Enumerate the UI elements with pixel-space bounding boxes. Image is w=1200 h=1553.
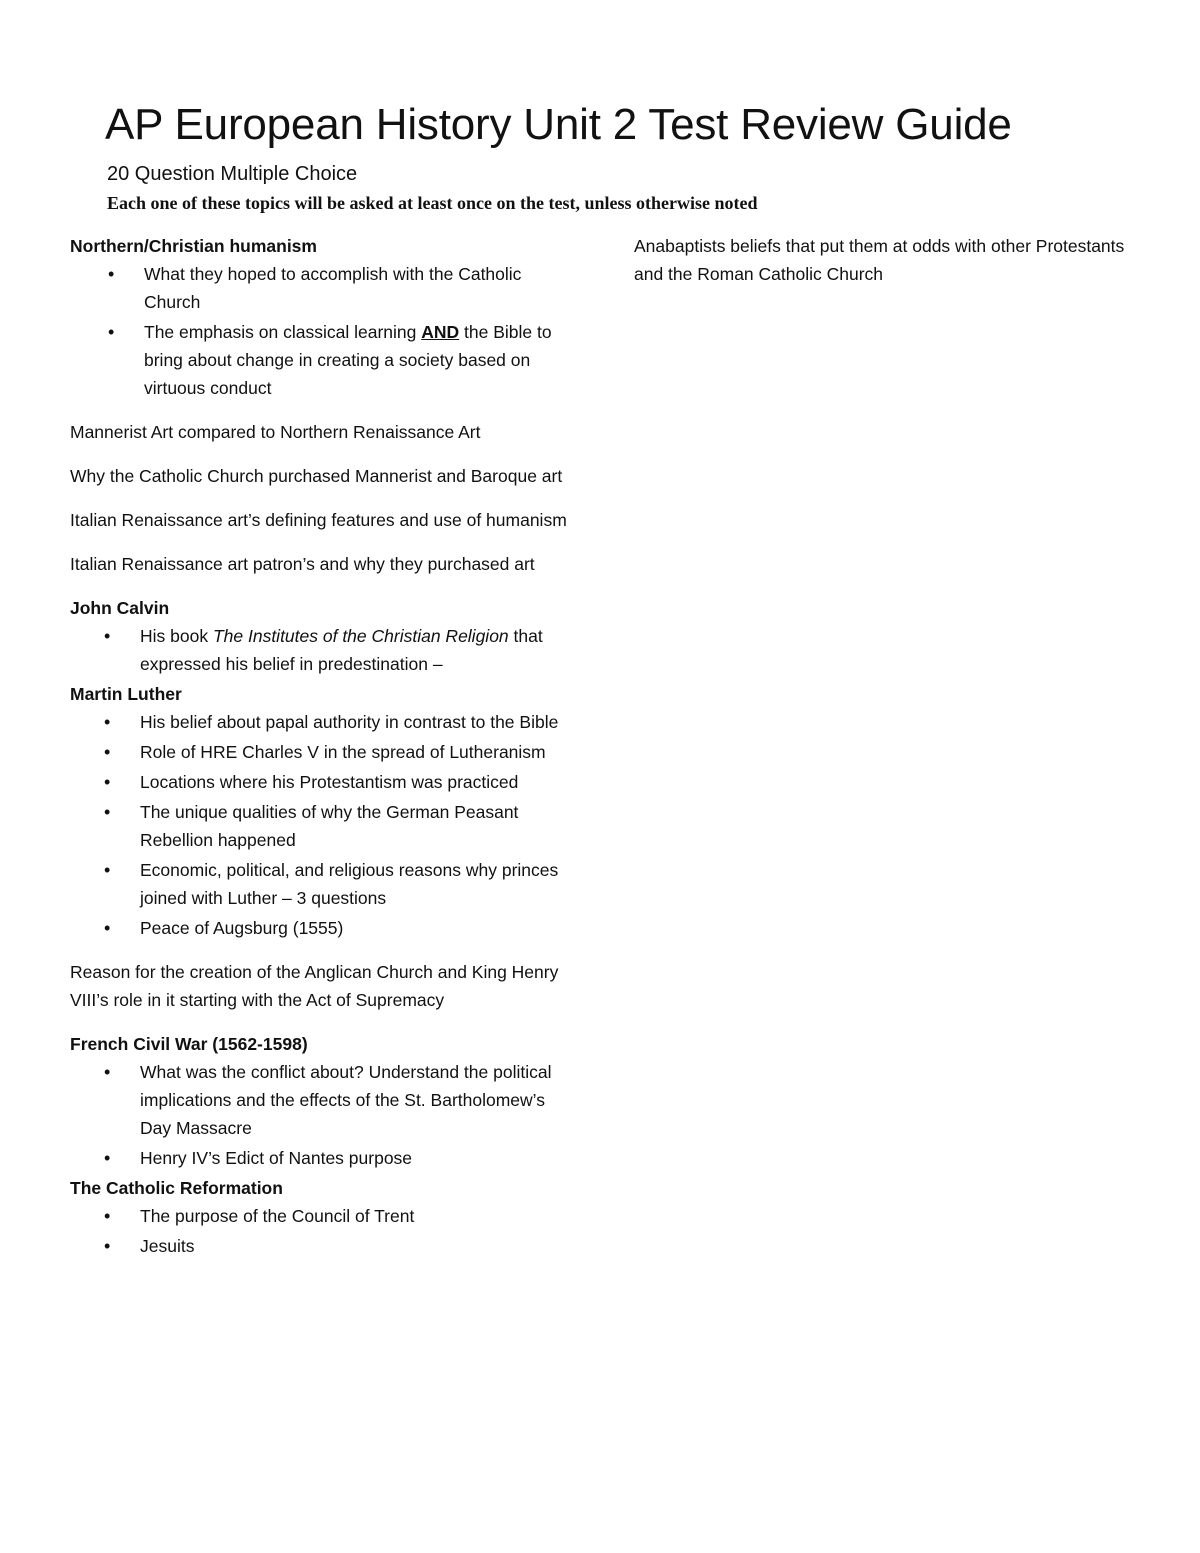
left-column: [70, 232, 570, 1276]
heading-french-war: French Civil War (1562-1598): [70, 1034, 308, 1054]
list-item: • What they hoped to accomplish with the Catholic Church: [144, 260, 570, 316]
northern-humanism-list: [70, 260, 570, 402]
french-war-list: [70, 1058, 570, 1172]
list-item: • The unique qualities of why the German Peasant Rebellion happened: [140, 798, 570, 854]
topic-patrons: Italian Renaissance art patron’s and why they purchased art: [70, 554, 535, 574]
topic-mannerist-art: Mannerist Art compared to Northern Renaissance Art: [70, 422, 481, 442]
item-text: The emphasis on classical learning: [144, 322, 422, 342]
item-text: the Bible to bring about change in creating a society based on virtuous conduct: [144, 322, 552, 398]
catholic-reformation-list: [70, 1202, 570, 1260]
item-text: that expressed his belief in predestination –: [140, 626, 543, 674]
emphasis-and: AND: [421, 322, 460, 342]
section-calvin: [70, 594, 570, 678]
list-item: • Jesuits: [140, 1232, 570, 1260]
page-subtitle: 20 Question Multiple Choice: [107, 163, 358, 185]
book-title: The Institutes of the Christian Religion: [212, 626, 509, 646]
luther-list: [70, 708, 570, 942]
heading-northern-humanism: Northern/Christian humanism: [70, 236, 317, 256]
section-patrons: [70, 550, 570, 578]
section-mannerist: [70, 418, 570, 446]
heading-luther: Martin Luther: [70, 684, 182, 704]
list-item: • Henry IV’s Edict of Nantes purpose: [140, 1144, 570, 1172]
section-italian-features: [70, 506, 570, 534]
section-catholic-reformation: [70, 1174, 570, 1260]
list-item: • The purpose of the Council of Trent: [140, 1202, 570, 1230]
heading-catholic-reformation: The Catholic Reformation: [70, 1178, 283, 1198]
topic-italian-features: Italian Renaissance art’s defining features and use of humanism: [70, 510, 567, 530]
list-item: • What was the conflict about? Understand the political implications and the effects of the St. Bartholomew’s Day Massacre: [140, 1058, 570, 1142]
list-item: • Locations where his Protestantism was practiced: [140, 768, 570, 796]
calvin-list: [70, 622, 570, 678]
list-item: • Role of HRE Charles V in the spread of Lutheranism: [140, 738, 570, 766]
page-title: AP European History Unit 2 Test Review Guide: [105, 100, 1012, 149]
section-catholic-art: [70, 462, 570, 490]
topic-anabaptists: Anabaptists beliefs that put them at odds with other Protestants and the Roman Catholic Church: [634, 236, 1125, 284]
item-text: His book: [140, 626, 213, 646]
section-luther: [70, 680, 570, 942]
list-item: • His belief about papal authority in contrast to the Bible: [140, 708, 570, 736]
topic-catholic-art: Why the Catholic Church purchased Mannerist and Baroque art: [70, 466, 563, 486]
test-note: Each one of these topics will be asked at least once on the test, unless otherwise noted: [107, 193, 758, 213]
list-item: • Economic, political, and religious reasons why princes joined with Luther – 3 questions: [140, 856, 570, 912]
list-item: • Peace of Augsburg (1555): [140, 914, 570, 942]
list-item: [144, 318, 570, 402]
heading-calvin: John Calvin: [70, 598, 170, 618]
right-column: [634, 232, 1134, 288]
section-northern-humanism: [70, 232, 570, 402]
section-french-war: [70, 1030, 570, 1172]
topic-anglican: Reason for the creation of the Anglican Church and King Henry VIII’s role in it starting with the Act of Supremacy: [70, 962, 559, 1010]
section-anglican: [70, 958, 570, 1014]
list-item: [140, 622, 570, 678]
